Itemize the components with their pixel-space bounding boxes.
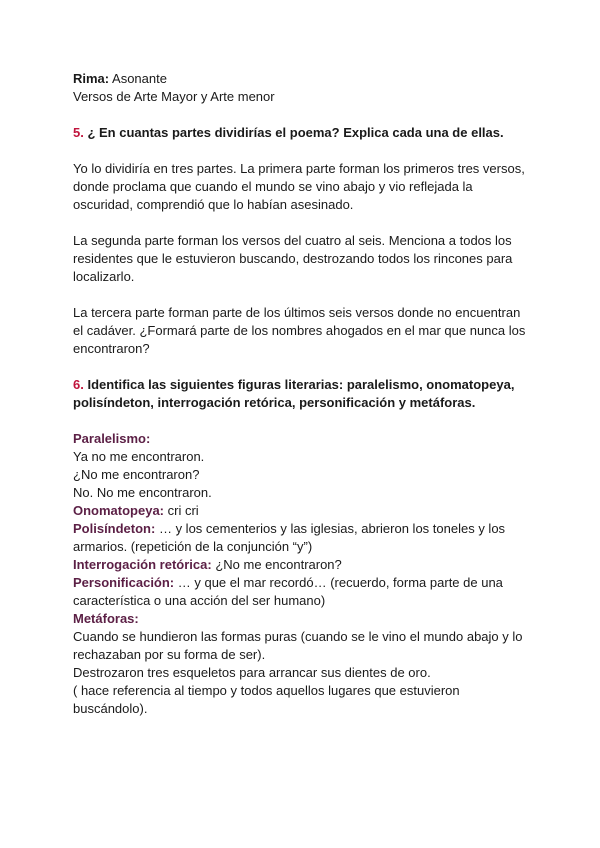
answer-5-paragraph-1: Yo lo dividiría en tres partes. La primera parte forman los primeros tres versos, donde proclama que cuando el mundo se vino abajo y vio reflejada la oscuridad, comprendió que lo habían asesinado. xyxy=(73,161,525,212)
metaforas-term: Metáforas: xyxy=(73,611,139,626)
personificacion-value: … y que el mar recordó… (recuerdo, forma parte de una característica o una acción del ser humano) xyxy=(73,575,503,608)
answer-5-paragraph-3: La tercera parte forman parte de los últimos seis versos donde no encuentran el cadáver. ¿Formará parte de los nombres ahogados en el mar que nunca los encontraron? xyxy=(73,305,526,356)
onomatopeya-term: Onomatopeya: xyxy=(73,503,165,518)
rima-label: Rima: xyxy=(73,71,110,86)
interrogacion-term: Interrogación retórica: xyxy=(73,557,212,572)
metaforas-line-1: Cuando se hundieron las formas puras (cuando se le vino el mundo abajo y lo rechazaban por su forma de ser). xyxy=(73,629,523,662)
onomatopeya-value: cri cri xyxy=(164,503,199,518)
paralelismo-line-1: Ya no me encontraron. xyxy=(73,449,205,464)
paralelismo-term: Paralelismo: xyxy=(73,431,151,446)
question-6 xyxy=(73,376,533,412)
polisindeton-line xyxy=(73,520,533,556)
rima-line xyxy=(73,70,533,88)
answer-5-paragraph-2: La segunda parte forman los versos del cuatro al seis. Menciona a todos los residentes que le estuvieron buscando, destrozando todos los rincones para localizarlo. xyxy=(73,233,513,284)
polisindeton-term: Polisíndeton: xyxy=(73,521,156,536)
question-5-number: 5. xyxy=(73,125,84,140)
rima-value: Asonante xyxy=(109,71,167,86)
personificacion-line xyxy=(73,574,533,610)
interrogacion-line xyxy=(73,556,533,574)
onomatopeya-line xyxy=(73,502,533,520)
metaforas-line-3: ( hace referencia al tiempo y todos aquellos lugares que estuvieron buscándolo). xyxy=(73,683,460,716)
paralelismo-line-2: ¿No me encontraron? xyxy=(73,467,200,482)
versos-line: Versos de Arte Mayor y Arte menor xyxy=(73,89,275,104)
question-5 xyxy=(73,124,533,142)
personificacion-term: Personificación: xyxy=(73,575,175,590)
question-6-number: 6. xyxy=(73,377,84,392)
document-page xyxy=(73,70,533,718)
question-6-text: Identifica las siguientes figuras literarias: paralelismo, onomatopeya, polisíndeton, interrogación retórica, personificación y metáforas. xyxy=(73,377,515,410)
question-5-text: ¿ En cuantas partes dividirías el poema? Explica cada una de ellas. xyxy=(83,125,504,140)
metaforas-line-2: Destrozaron tres esqueletos para arrancar sus dientes de oro. xyxy=(73,665,431,680)
polisindeton-value: … y los cementerios y las iglesias, abrieron los toneles y los armarios. (repetición de la conjunción “y”) xyxy=(73,521,506,554)
paralelismo-line-3: No. No me encontraron. xyxy=(73,485,212,500)
interrogacion-value: ¿No me encontraron? xyxy=(211,557,342,572)
